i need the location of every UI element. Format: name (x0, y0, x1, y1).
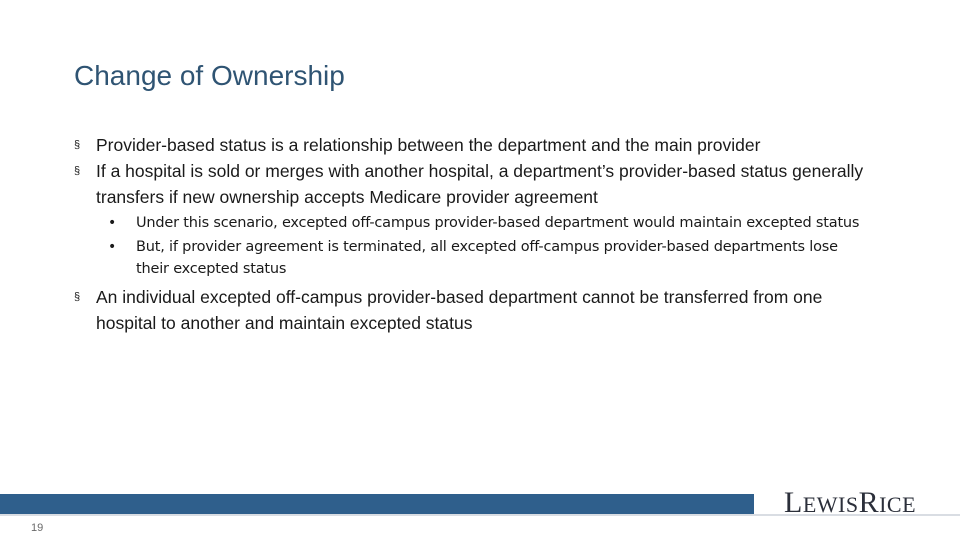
dot-bullet-icon: • (108, 215, 117, 231)
sub-bullet-text: But, if provider agreement is terminated, all excepted off-campus provider-based departments lose their excepted status (136, 239, 838, 277)
sub-bullet-item (108, 236, 874, 280)
bullet-text: Provider-based status is a relationship between the department and the main provider (96, 135, 761, 155)
sub-bullet-item (108, 212, 874, 234)
slide-title: Change of Ownership (74, 60, 345, 91)
bullet-item (74, 284, 874, 336)
dot-bullet-icon: • (108, 239, 117, 255)
lewis-rice-logo: LEWISRICE (784, 486, 917, 519)
bullet-list (74, 132, 874, 336)
square-bullet-icon: § (74, 165, 81, 177)
bullet-item (74, 158, 874, 210)
bullet-text: If a hospital is sold or merges with another hospital, a department’s provider-based status generally transfers if new ownership accepts Medicare provider agreement (96, 161, 864, 207)
bullet-item (74, 132, 874, 158)
page-number: 19 (31, 522, 44, 534)
bullet-text: An individual excepted off-campus provider-based department cannot be transferred from one hospital to another and maintain excepted status (96, 287, 823, 333)
sub-bullet-list (74, 212, 874, 280)
footer-bar (0, 494, 754, 514)
square-bullet-icon: § (74, 139, 81, 151)
square-bullet-icon: § (74, 291, 81, 303)
sub-bullet-text: Under this scenario, excepted off-campus provider-based department would maintain excepted status (136, 215, 860, 231)
